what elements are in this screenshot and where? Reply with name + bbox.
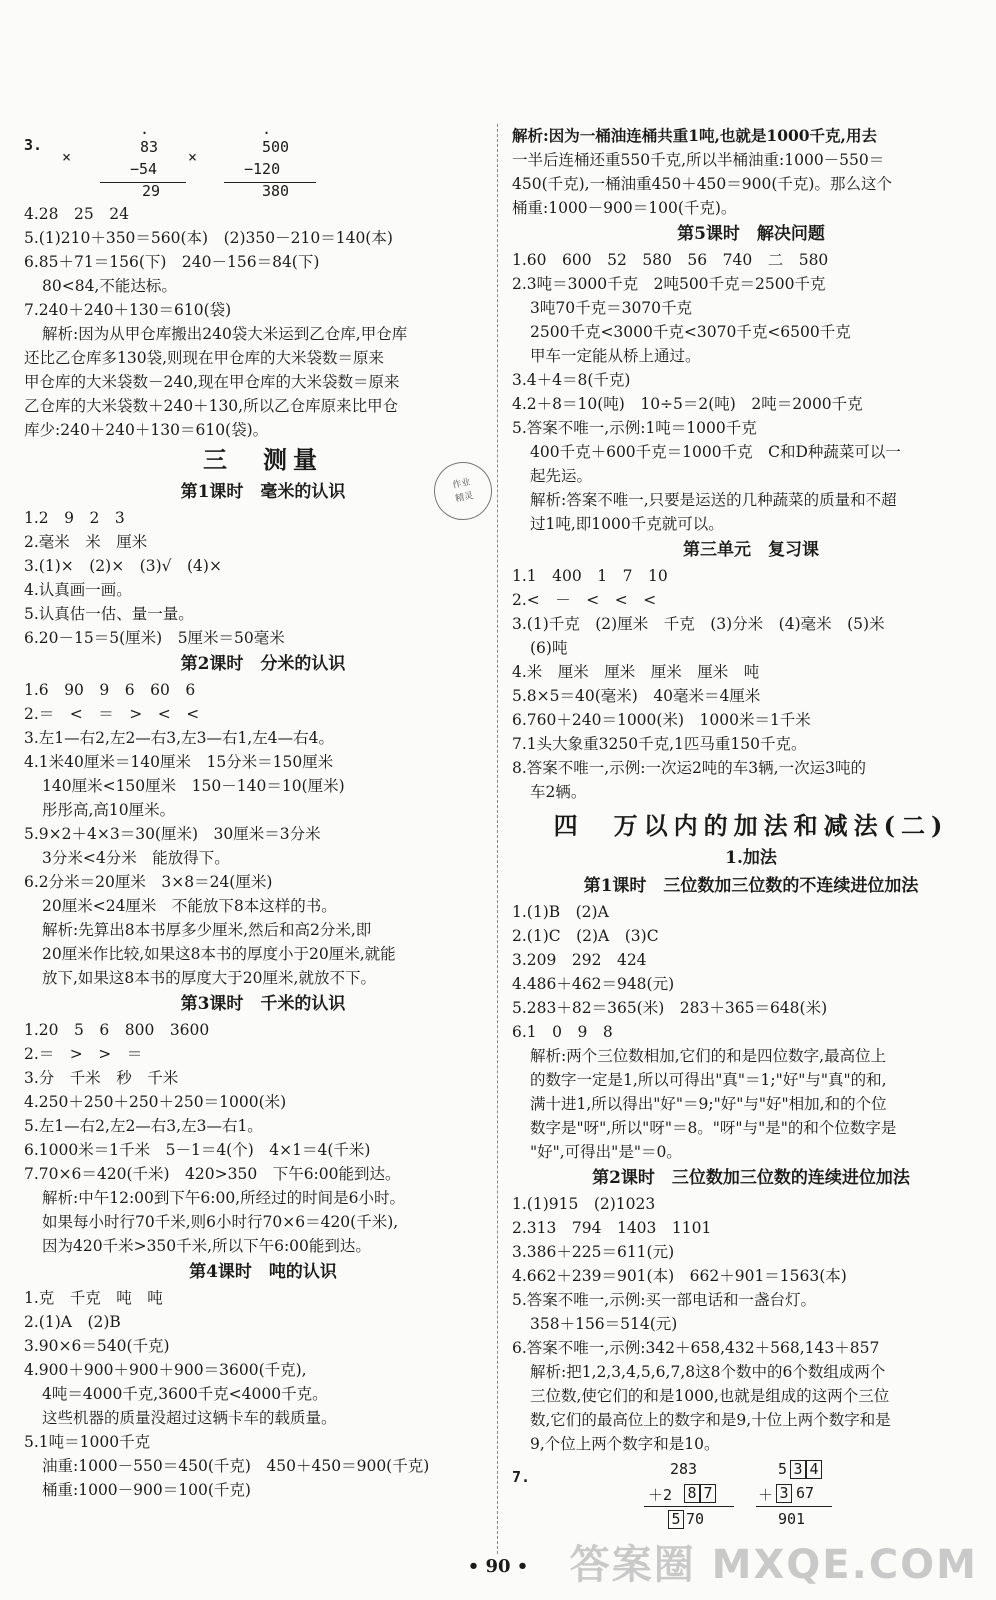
answer-line: 甲车一定能从桥上通过。: [530, 347, 701, 365]
watermark: 答案圈 MXQE.COM: [569, 1542, 978, 1588]
answer-line: 6.答案不唯一,示例:342＋658,432＋568,143＋857: [512, 1339, 880, 1357]
answer-line: 1.(1)915 (2)1023: [512, 1195, 656, 1213]
answer-line: 4.900＋900＋900＋900＝3600(千克),: [24, 1361, 307, 1379]
answer-line: 5.1吨＝1000千克: [24, 1433, 151, 1451]
unit-title: 四 万以内的加法和减法(二): [553, 811, 949, 840]
lesson-title: 第2课时 分米的认识: [180, 654, 346, 674]
section-title: 1.加法: [725, 848, 777, 868]
subtrahend: −54: [130, 160, 158, 178]
answer-line: 起先运。: [530, 467, 593, 485]
answer-line: 2.＝ > > ＝: [24, 1045, 143, 1063]
answer-line: 5.认真估一估、量一量。: [24, 605, 194, 623]
analysis-line: 解析:因为一桶油连桶共重1吨,也就是1000千克,用去: [512, 126, 877, 145]
answer-line: 6.20－15＝5(厘米) 5厘米＝50毫米: [24, 629, 285, 647]
lesson-title: 第1课时 毫米的认识: [180, 482, 346, 502]
vertical-subtraction: [24, 124, 502, 202]
answer-line: 6.760＋240＝1000(米) 1000米＝1千米: [512, 711, 811, 729]
answer-line: 1.克 千克 吨 吨: [24, 1289, 163, 1307]
analysis-line: 甲仓库的大米袋数－240,现在甲仓库的大米袋数＝原来: [24, 373, 400, 391]
answer-line: 4吨＝4000千克,3600千克<4000千克。: [42, 1385, 328, 1403]
answer-box: 3: [790, 1460, 806, 1479]
analysis-line: 三位数,使它们的和是1000,也就是组成的这两个三位: [530, 1387, 890, 1405]
minuend: 500: [262, 138, 290, 156]
addend: 67: [796, 1484, 815, 1502]
difference: 380: [262, 182, 290, 200]
answer-line: 桶重:1000－900＝100(千克): [42, 1481, 251, 1499]
question-number: 3.: [24, 136, 43, 154]
answer-line: 3.386＋225＝611(元): [512, 1243, 675, 1261]
analysis-line: "好",可得出"是"＝0。: [530, 1143, 682, 1161]
answer-line: 4.662＋239＝901(本) 662＋901＝1563(本): [512, 1267, 847, 1285]
answer-line: 2.313 794 1403 1101: [512, 1219, 712, 1237]
answer-line: 3.90×6＝540(千克): [24, 1337, 170, 1355]
answer-line: 1.(1)B (2)A: [512, 903, 609, 921]
answer-line: 彤彤高,高10厘米。: [42, 801, 176, 819]
analysis-line: 数,它们的最高位上的数字和是9,十位上两个数字和是: [530, 1411, 891, 1429]
sum-line: [756, 1506, 832, 1507]
answer-line: 2.(1)A (2)B: [24, 1313, 121, 1331]
answer-box: 8: [684, 1484, 700, 1503]
answer-line: 4.2＋8＝10(吨) 10÷5＝2(吨) 2吨＝2000千克: [512, 395, 863, 413]
answer-line: 7.1头大象重3250千克,1匹马重150千克。: [512, 735, 807, 753]
answer-line: 4.28 25 24: [24, 205, 129, 223]
answer-line: 6.85＋71＝156(下) 240－156＝84(下): [24, 253, 320, 271]
answer-line: 2500千克<3000千克<3070千克<6500千克: [530, 323, 851, 341]
analysis-line: 20厘米作比较,如果这8本书的厚度小于20厘米,就能: [42, 945, 396, 963]
vertical-addition: [512, 1456, 990, 1536]
answer-line: 3.(1)千克 (2)厘米 千克 (3)分米 (4)毫米 (5)米: [512, 615, 885, 633]
analysis-line: 乙仓库的大米袋数＋240＋130,所以乙仓库原来比甲仓: [24, 397, 399, 415]
unit-title: 三 测量: [203, 445, 323, 474]
answer-line: 8.答案不唯一,示例:一次运2吨的车3辆,一次运3吨的: [512, 759, 866, 777]
answer-line: 3分米<4分米 能放得下。: [42, 849, 230, 867]
analysis-line: 解析:先算出8本书厚多少厘米,然后和高2分米,即: [42, 921, 372, 939]
lesson-title: 第3课时 千米的认识: [180, 994, 346, 1014]
difference: 29: [142, 182, 161, 200]
answer-line: 5.8×5＝40(毫米) 40毫米＝4厘米: [512, 687, 761, 705]
answer-box: 7: [700, 1484, 716, 1503]
answer-line: 1.1 400 1 7 10: [512, 567, 668, 585]
analysis-line: 放下,如果这8本书的厚度大于20厘米,就放不下。: [42, 969, 376, 987]
answer-line: 1.2 9 2 3: [24, 509, 125, 527]
answer-line: 5.答案不唯一,示例:1吨＝1000千克: [512, 419, 757, 437]
sum: 901: [778, 1510, 806, 1528]
answer-line: 80<84,不能达标。: [42, 277, 177, 295]
analysis-line: 库少:240＋240＋130＝610(袋)。: [24, 421, 269, 439]
answer-line: 这些机器的质量没超过这辆卡车的载质量。: [42, 1409, 337, 1427]
sum: 70: [686, 1510, 705, 1528]
answer-box: 5: [668, 1510, 684, 1529]
borrow-dot: ·: [262, 124, 272, 142]
analysis-line: 数字是"呀",所以"呀"＝8。"呀"与"是"的和个位数字是: [530, 1119, 897, 1137]
question-number: 7.: [512, 1468, 531, 1486]
answer-line: 3吨70千克＝3070千克: [530, 299, 693, 317]
answer-line: 3.左1—右2,左2—右3,左3—右1,左4—右4。: [24, 729, 334, 747]
answer-line: 5.答案不唯一,示例:买一部电话和一盏台灯。: [512, 1291, 816, 1309]
addend: 283: [670, 1460, 698, 1478]
lesson-title: 第三单元 复习课: [683, 540, 819, 560]
answer-line: 5.283＋82＝365(米) 283＋365＝648(米): [512, 999, 828, 1017]
page-number: • 90 •: [467, 1556, 529, 1577]
analysis-line: 解析:两个三位数相加,它们的和是四位数字,最高位上: [530, 1047, 887, 1065]
answer-line: 3.分 千米 秒 千米: [24, 1069, 179, 1087]
answer-line: 358＋156＝514(元): [530, 1315, 678, 1333]
addend: ＋2: [648, 1486, 673, 1504]
lesson-title: 第4课时 吨的认识: [189, 1262, 337, 1282]
analysis-line: 的数字一定是1,所以可得出"真"＝1;"好"与"真"的和,: [530, 1071, 887, 1089]
answer-line: 4.1米40厘米＝140厘米 15分米＝150厘米: [24, 753, 334, 771]
analysis-line: 满十进1,所以得出"好"＝9;"好"与"好"相加,和的个位: [530, 1095, 887, 1113]
answer-line: 5.9×2＋4×3＝30(厘米) 30厘米＝3分米: [24, 825, 321, 843]
answer-line: 400千克＋600千克＝1000千克 C和D种蔬菜可以一: [530, 443, 901, 461]
answer-line: 2.< － < < <: [512, 591, 657, 609]
subtrahend: −120: [244, 160, 281, 178]
answer-line: 1.60 600 52 580 56 740 二 580: [512, 251, 829, 269]
analysis-line: 过1吨,即1000千克就可以。: [530, 515, 724, 533]
answer-line: 7.70×6＝420(千米) 420>350 下午6:00能到达。: [24, 1165, 401, 1183]
wrong-mark: ×: [62, 148, 72, 166]
analysis-line: 桶重:1000－900＝100(千克)。: [512, 199, 737, 217]
answer-line: 140厘米<150厘米 150－140＝10(厘米): [42, 777, 345, 795]
answer-line: 油重:1000－550＝450(千克) 450＋450＝900(千克): [42, 1457, 430, 1475]
answer-line: 4.认真画一画。: [24, 581, 132, 599]
analysis-line: 因为420千米>350千米,所以下午6:00能到达。: [42, 1237, 371, 1255]
answer-line: 车2辆。: [530, 783, 587, 801]
answer-line: 2.毫米 米 厘米: [24, 533, 148, 551]
answer-line: 6.2分米＝20厘米 3×8＝24(厘米): [24, 873, 273, 891]
sum-line: [644, 1506, 734, 1507]
stamp-seal: 作业 精灵: [429, 457, 498, 526]
borrow-dot: ·: [140, 124, 150, 142]
analysis-line: 解析:中午12:00到下午6:00,所经过的时间是6小时。: [42, 1189, 405, 1207]
analysis-line: 还比乙仓库多130袋,则现在甲仓库的大米袋数＝原来: [24, 349, 385, 367]
answer-box: 4: [806, 1460, 822, 1479]
answer-line: 2.＝ < ＝ > < <: [24, 705, 200, 723]
plus-sign: ＋: [758, 1486, 774, 1504]
analysis-line: 9,个位上两个数字和是10。: [530, 1435, 720, 1453]
answer-line: 5.左1—右2,左2—右3,左3—右1。: [24, 1117, 263, 1135]
lesson-title: 第1课时 三位数加三位数的不连续进位加法: [583, 876, 919, 896]
answer-box: 3: [776, 1484, 792, 1503]
analysis-line: 解析:把1,2,3,4,5,6,7,8这8个数中的6个数组成两个: [530, 1363, 886, 1381]
minuend: 83: [140, 138, 159, 156]
answer-line: 20厘米<24厘米 不能放下8本这样的书。: [42, 897, 337, 915]
answer-line: 4.486＋462＝948(元): [512, 975, 675, 993]
answer-line: 3.(1)× (2)× (3)√ (4)×: [24, 557, 222, 575]
answer-line: 5.(1)210＋350＝560(本) (2)350－210＝140(本): [24, 229, 393, 247]
answer-line: 7.240＋240＋130＝610(袋): [24, 301, 232, 319]
addend: 5: [778, 1460, 788, 1478]
lesson-title: 第5课时 解决问题: [677, 224, 825, 244]
right-column: [512, 124, 990, 1536]
answer-line: 6.1 0 9 8: [512, 1023, 613, 1041]
lesson-title: 第2课时 三位数加三位数的连续进位加法: [592, 1168, 910, 1188]
left-column: [24, 124, 502, 1502]
answer-line: 1.20 5 6 800 3600: [24, 1021, 210, 1039]
analysis-line: 解析:因为从甲仓库搬出240袋大米运到乙仓库,甲仓库: [42, 325, 408, 343]
analysis-line: 450(千克),一桶油重450＋450＝900(千克)。那么这个: [512, 175, 892, 193]
answer-line: 6.1000米＝1千米 5－1＝4(个) 4×1＝4(千米): [24, 1141, 371, 1159]
wrong-mark: ×: [188, 148, 198, 166]
answer-line: 3.4＋4＝8(千克): [512, 371, 631, 389]
answer-line: 2.3吨＝3000千克 2吨500千克＝2500千克: [512, 275, 826, 293]
answer-line: 1.6 90 9 6 60 6: [24, 681, 196, 699]
analysis-line: 一半后连桶还重550千克,所以半桶油重:1000－550＝: [512, 151, 885, 169]
answer-line: 3.209 292 424: [512, 951, 647, 969]
analysis-line: 解析:答案不唯一,只要是运送的几种蔬菜的质量和不超: [530, 491, 897, 509]
answer-line: (6)吨: [530, 639, 568, 657]
answer-line: 2.(1)C (2)A (3)C: [512, 927, 659, 945]
answer-line: 4.米 厘米 厘米 厘米 厘米 吨: [512, 663, 760, 681]
answer-line: 4.250＋250＋250＋250＝1000(米): [24, 1093, 287, 1111]
analysis-line: 如果每小时行70千米,则6小时行70×6＝420(千米),: [42, 1213, 399, 1231]
